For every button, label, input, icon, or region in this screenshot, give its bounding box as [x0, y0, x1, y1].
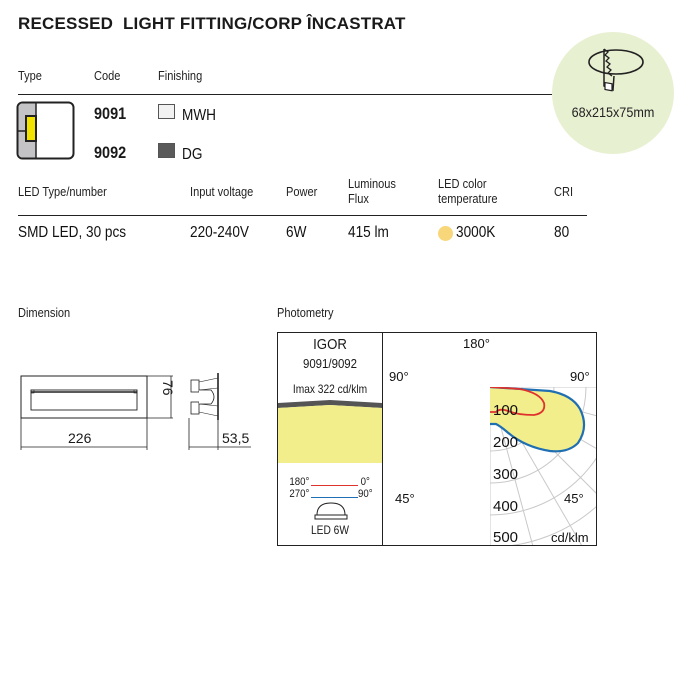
legend-c90-left: 270°: [289, 488, 310, 500]
luminaire-section-icon: [278, 400, 382, 466]
product-table-rule: [18, 94, 383, 95]
power-value: 6W: [286, 224, 307, 241]
legend-c90-line: [311, 497, 358, 498]
col-header-input-voltage: Input voltage: [190, 184, 254, 199]
saw-cutout-icon: [585, 46, 645, 96]
finish-label: MWH: [182, 107, 216, 124]
page-title: RECESSED LIGHT FITTING/CORP ÎNCASTRAT: [18, 14, 406, 33]
col-header-type: Type: [18, 68, 42, 83]
dimension-label: Dimension: [18, 305, 71, 320]
radial-tick-100: 100: [493, 402, 519, 419]
product-code: 9091: [94, 104, 127, 123]
col-header-color-temp-line1: LED color: [438, 176, 487, 191]
photometry-label: Photometry: [277, 305, 334, 320]
led-dome-icon: [312, 501, 350, 521]
divider: [380, 94, 552, 95]
radial-tick-200: 200: [493, 434, 519, 451]
col-header-code: Code: [94, 68, 121, 83]
led-type-value: SMD LED, 30 pcs: [18, 224, 127, 241]
finish-label: DG: [182, 146, 203, 163]
col-header-flux-line2: Flux: [348, 191, 369, 206]
product-code: 9092: [94, 143, 127, 162]
col-header-color-temp: [438, 176, 498, 206]
col-header-finishing: Finishing: [158, 68, 203, 83]
dimension-depth: 53,5: [222, 430, 250, 446]
legend-c0-line: [311, 485, 358, 486]
input-voltage-value: 220-240V: [190, 224, 249, 241]
angle-label-90-right: 90°: [570, 369, 590, 384]
recessed-wall-light-icon: [16, 101, 76, 161]
photometry-product-name: IGOR: [313, 336, 347, 353]
col-header-cri: CRI: [554, 184, 574, 199]
color-temp-dot-icon: [438, 226, 453, 241]
dimension-height: 76: [160, 380, 176, 396]
angle-label-45-right: 45°: [564, 491, 584, 506]
dimension-width: 226: [68, 430, 92, 446]
radial-tick-300: 300: [493, 466, 519, 483]
photometry-led-label: LED 6W: [311, 523, 349, 537]
cutout-dimensions: 68x215x75mm: [571, 104, 655, 120]
finish-swatch-dg: [158, 143, 175, 158]
color-temp-value: 3000K: [456, 224, 496, 241]
legend-c0-right: 0°: [360, 476, 370, 488]
cri-value: 80: [554, 224, 570, 241]
angle-label-90-left: 90°: [389, 369, 409, 384]
spec-table-rule: [18, 215, 587, 216]
legend-c0-left: 180°: [289, 476, 310, 488]
flux-value: 415 lm: [348, 224, 389, 241]
photometry-codes: 9091/9092: [302, 356, 358, 371]
finish-swatch-mwh: [158, 104, 175, 119]
legend-c90-right: 90°: [357, 488, 373, 500]
col-header-led-type: LED Type/number: [18, 184, 107, 199]
polar-photometric-chart: [383, 333, 596, 545]
radial-tick-500: 500: [493, 529, 519, 545]
photometry-imax: Imax 322 cd/klm: [292, 382, 368, 396]
col-header-power: Power: [286, 184, 318, 199]
radial-unit-label: cd/klm: [551, 530, 589, 545]
col-header-color-temp-line2: temperature: [438, 191, 498, 206]
dimension-drawing: [15, 370, 255, 455]
radial-tick-400: 400: [493, 498, 519, 515]
col-header-flux: [348, 176, 396, 206]
angle-label-180: 180°: [463, 336, 490, 351]
col-header-flux-line1: Luminous: [348, 176, 396, 191]
angle-label-45-left: 45°: [395, 491, 415, 506]
